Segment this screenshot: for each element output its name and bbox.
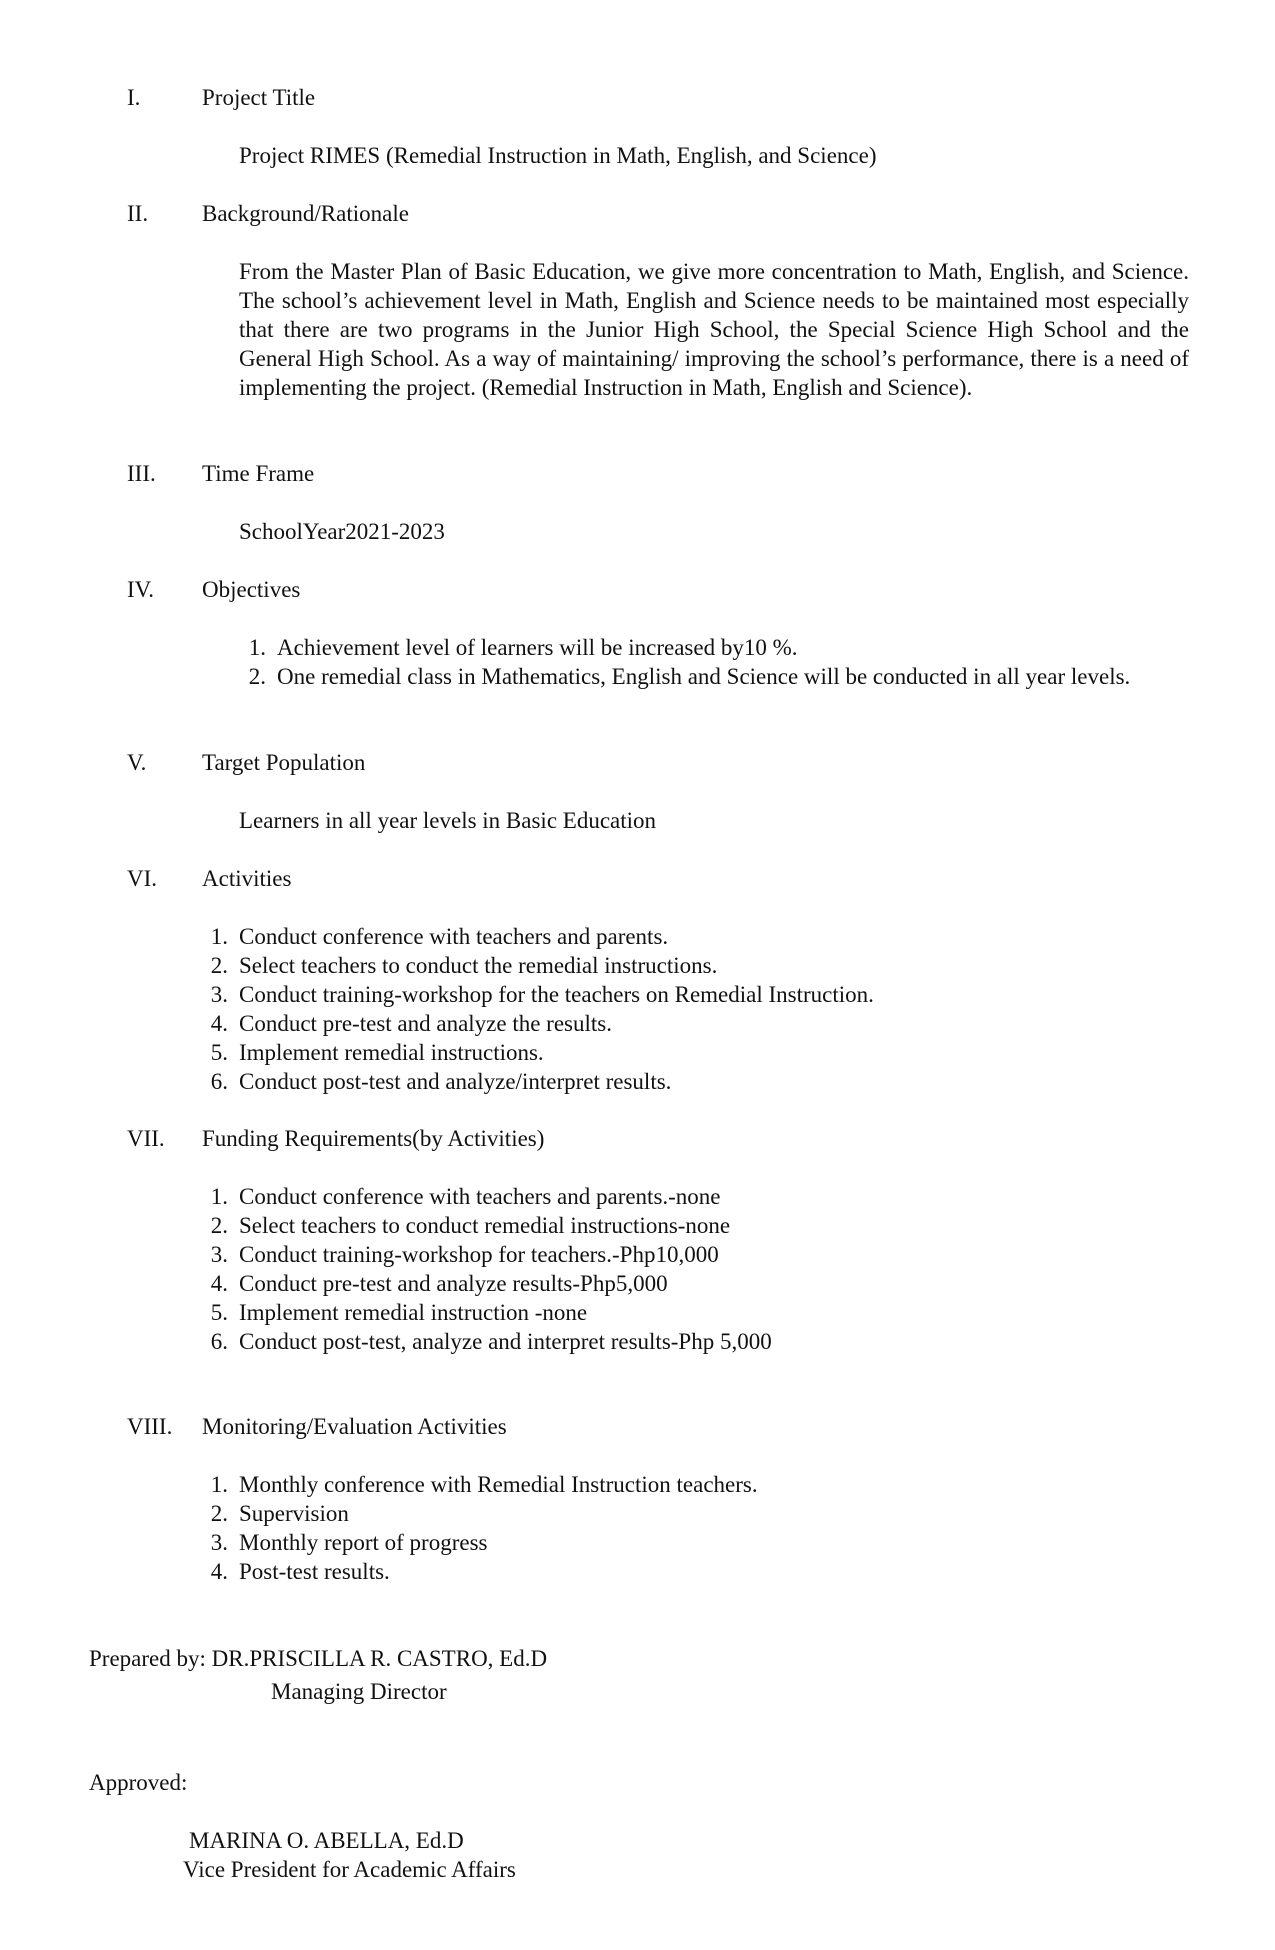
list-item [210, 1038, 874, 1067]
list-item-text: Conduct pre-test and analyze results-Php5,000 [239, 1271, 668, 1296]
objectives-list [248, 633, 1139, 691]
list-item [210, 1470, 758, 1499]
list-item [210, 1528, 758, 1557]
list-item-number: 1. [210, 924, 228, 949]
section-numeral: VII. [127, 1126, 165, 1151]
list-item-number: 2. [210, 1213, 228, 1238]
section-numeral: II. [127, 201, 149, 226]
section-heading-background: Background/Rationale [202, 201, 409, 226]
list-item [210, 1298, 772, 1327]
list-item [210, 922, 874, 951]
list-item-text: Conduct conference with teachers and parents. [239, 924, 669, 949]
approver-title: Vice President for Academic Affairs [183, 1857, 516, 1882]
section-heading-target-population: Target Population [202, 750, 366, 775]
approved-label: Approved: [89, 1770, 188, 1795]
list-item [210, 1269, 772, 1298]
list-item-text: Post-test results. [239, 1559, 390, 1584]
list-item [210, 1182, 772, 1211]
list-item [210, 1499, 758, 1528]
list-item-text: Conduct training-workshop for teachers.-Php10,000 [239, 1242, 719, 1267]
list-item-text: Select teachers to conduct remedial instructions-none [239, 1213, 731, 1238]
list-item [210, 1240, 772, 1269]
prepared-by-line: Prepared by: DR.PRISCILLA R. CASTRO, Ed.D [89, 1646, 548, 1671]
section-numeral: VI. [127, 866, 158, 891]
list-item [210, 980, 874, 1009]
list-item-number: 2. [210, 953, 228, 978]
prepared-by-title: Managing Director [271, 1679, 447, 1704]
list-item-number: 5. [210, 1300, 228, 1325]
list-item-text: Monthly report of progress [239, 1530, 488, 1555]
list-item-number: 1. [210, 1472, 228, 1497]
section-heading-activities: Activities [202, 866, 292, 891]
section-numeral: I. [127, 85, 141, 110]
section-heading-monitoring: Monitoring/Evaluation Activities [202, 1414, 507, 1439]
list-item [210, 951, 874, 980]
list-item [248, 633, 1139, 662]
activities-list [210, 922, 874, 1096]
list-item-number: 2. [210, 1501, 228, 1526]
list-item-number: 2. [248, 664, 266, 689]
project-title-text: Project RIMES (Remedial Instruction in Math, English, and Science) [239, 143, 877, 168]
list-item [210, 1067, 874, 1096]
list-item [210, 1009, 874, 1038]
list-item-text: Achievement level of learners will be increased by10 %. [277, 635, 798, 660]
section-heading-funding: Funding Requirements(by Activities) [202, 1126, 545, 1151]
list-item-text: Monthly conference with Remedial Instruction teachers. [239, 1472, 758, 1497]
list-item-number: 1. [210, 1184, 228, 1209]
list-item-text: Implement remedial instructions. [239, 1040, 544, 1065]
list-item-number: 3. [210, 1530, 228, 1555]
list-item-number: 6. [210, 1069, 228, 1094]
section-numeral: IV. [127, 577, 155, 602]
section-numeral: VIII. [127, 1414, 173, 1439]
rationale-paragraph: From the Master Plan of Basic Education, we give more concentration to Math, English, and Science. The school’s achievement level in Math, English and Science needs to be maintained most especially that there are two programs in the Junior High School, the Special Science High School and the General High School. As a way of maintaining/ improving the school’s performance, there is a need of implementing the project. (Remedial Instruction in Math, English and Science). [239, 259, 1189, 400]
list-item-text: Conduct post-test and analyze/interpret results. [239, 1069, 672, 1094]
list-item-text: Conduct post-test, analyze and interpret results-Php 5,000 [239, 1329, 772, 1354]
list-item-text: Conduct training-workshop for the teachers on Remedial Instruction. [239, 982, 874, 1007]
list-item-text: Conduct pre-test and analyze the results. [239, 1011, 612, 1036]
list-item-text: One remedial class in Mathematics, English and Science will be conducted in all year levels. [277, 664, 1131, 689]
list-item-number: 3. [210, 1242, 228, 1267]
list-item [248, 662, 1139, 691]
section-numeral: V. [127, 750, 147, 775]
list-item-text: Implement remedial instruction -none [239, 1300, 588, 1325]
list-item-text: Supervision [239, 1501, 349, 1526]
list-item [210, 1211, 772, 1240]
list-item-number: 4. [210, 1271, 228, 1296]
list-item [210, 1327, 772, 1356]
funding-list [210, 1182, 772, 1356]
list-item-number: 6. [210, 1329, 228, 1354]
list-item-number: 5. [210, 1040, 228, 1065]
list-item-text: Conduct conference with teachers and parents.-none [239, 1184, 721, 1209]
target-population-text: Learners in all year levels in Basic Education [239, 808, 657, 833]
section-heading-objectives: Objectives [202, 577, 301, 602]
approver-name: MARINA O. ABELLA, Ed.D [189, 1828, 464, 1853]
time-frame-text: SchoolYear2021-2023 [239, 519, 445, 544]
list-item [210, 1557, 758, 1586]
list-item-number: 3. [210, 982, 228, 1007]
monitoring-list [210, 1470, 758, 1586]
section-heading-project-title: Project Title [202, 85, 316, 110]
list-item-number: 4. [210, 1559, 228, 1584]
section-numeral: III. [127, 461, 156, 486]
list-item-number: 4. [210, 1011, 228, 1036]
section-heading-time-frame: Time Frame [202, 461, 315, 486]
list-item-text: Select teachers to conduct the remedial instructions. [239, 953, 718, 978]
list-item-number: 1. [248, 635, 266, 660]
